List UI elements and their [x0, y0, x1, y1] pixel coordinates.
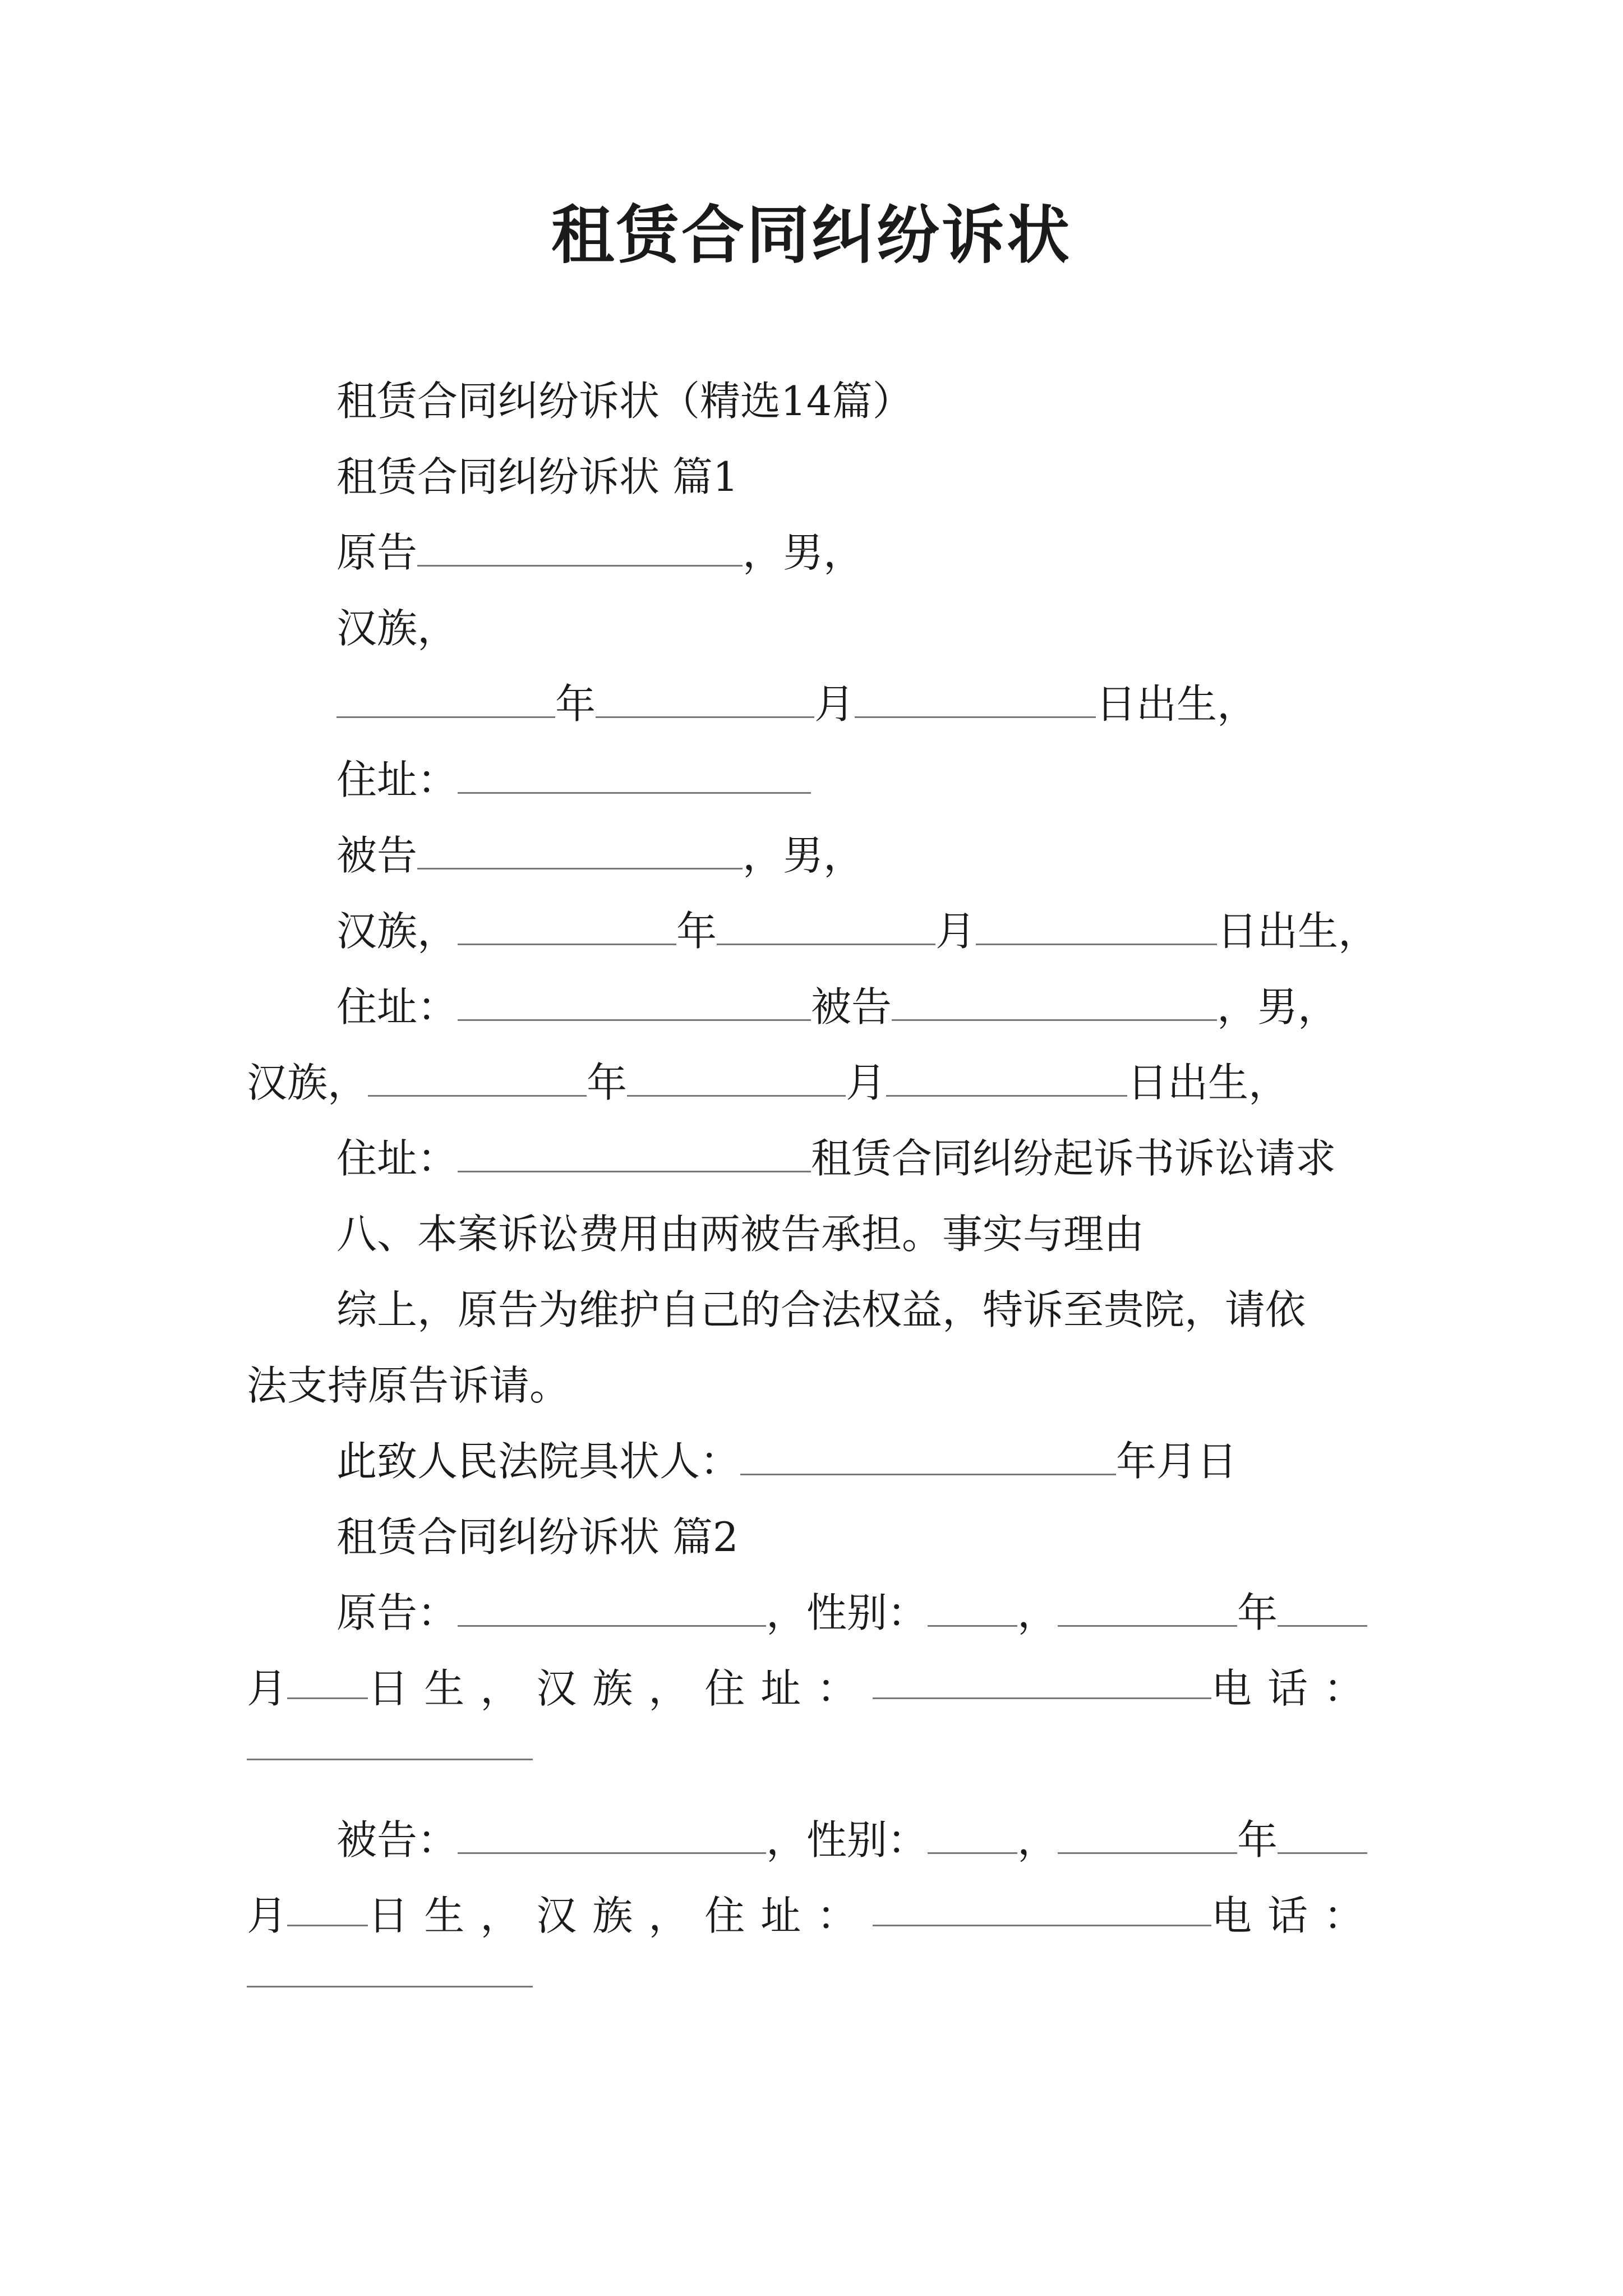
defendant-line-2: 被告： ，性别： ， 年	[336, 1812, 1367, 1868]
plaintiff-detail-line-2: 月 日生，汉族，住址： 电话：	[247, 1660, 1380, 1717]
defendant-detail-line-2: 月 日生，汉族，住址： 电话：	[247, 1888, 1380, 1944]
signer-blank	[740, 1437, 1116, 1475]
conclusion-line-1: 综上，原告为维护自己的合法权益，特诉至贵院，请依	[336, 1286, 1306, 1333]
address-claims-line: 住址： 租赁合同纠纷起诉书诉讼请求	[336, 1135, 1336, 1182]
defendant-name-blank	[417, 831, 743, 869]
second-defendant-line: 住址： 被告 ，男，	[336, 983, 1339, 1030]
month-blank	[596, 679, 814, 718]
defendant-phone-blank	[247, 1952, 533, 1987]
signature-line: 此致人民法院具状人： 年月日	[336, 1438, 1238, 1485]
plaintiff-name-blank	[417, 528, 743, 567]
day-blank	[855, 679, 1096, 718]
defendant-birth-line: 汉族， 年 月 日出生，	[336, 908, 1379, 955]
section-heading-2: 租赁合同纠纷诉状 篇2	[336, 1513, 739, 1561]
plaintiff-line-2: 原告： ，性别： ， 年	[336, 1585, 1367, 1641]
defendant-line: 被告 ，男，	[336, 832, 864, 879]
address-blank	[458, 755, 811, 794]
year-blank	[336, 679, 555, 718]
second-defendant-birth-line: 汉族， 年 月 日出生，	[247, 1059, 1289, 1106]
birth-date-line: 年 月 日出生，	[336, 676, 1257, 732]
cost-clause-line: 八、本案诉讼费用由两被告承担。事实与理由	[336, 1211, 1145, 1258]
address-line: 住址：	[336, 752, 811, 808]
document-title: 租赁合同纠纷诉状	[551, 199, 1072, 272]
conclusion-line-2: 法支持原告诉请。	[247, 1362, 570, 1409]
ethnicity-line: 汉族，	[336, 605, 458, 652]
plaintiff-phone-blank	[247, 1725, 533, 1760]
section-heading-1: 租赁合同纠纷诉状 篇1	[336, 453, 739, 500]
collection-heading: 租赁合同纠纷诉状（精选14篇）	[336, 378, 913, 425]
plaintiff-line: 原告 ，男，	[336, 529, 864, 576]
